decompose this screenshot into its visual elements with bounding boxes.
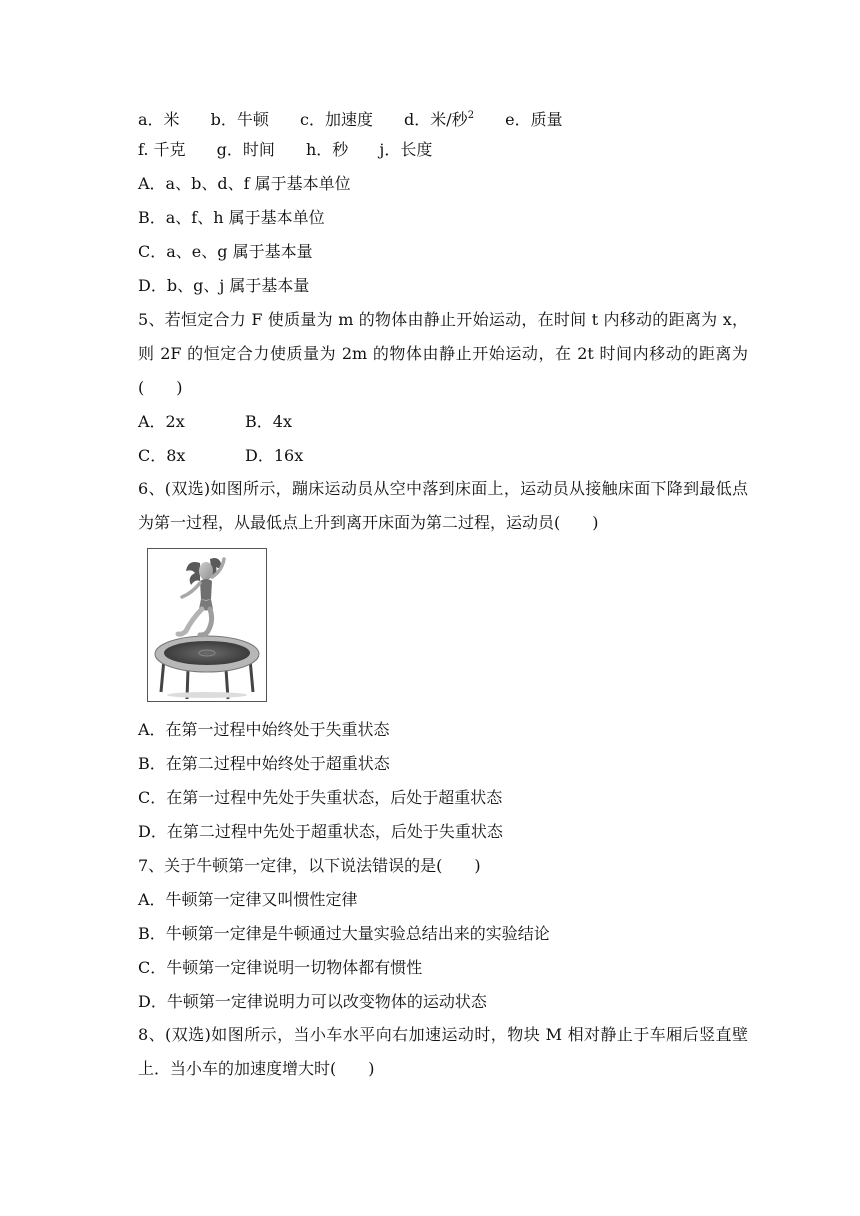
q7-option-b: B．牛顿第一定律是牛顿通过大量实验总结出来的实验结论	[138, 924, 550, 943]
q7-option-c: C．牛顿第一定律说明一切物体都有惯性	[138, 958, 423, 977]
q5-stem: 5、若恒定合力 F 使质量为 m 的物体由静止开始运动，在时间 t 内移动的距离为 x，则 2F 的恒定合力使质量为 2m 的物体由静止开始运动，在 2t 时间内移动的距离为( )	[138, 310, 748, 397]
trampoline-figure	[147, 548, 267, 702]
term-d: d．米/秒$^2$	[404, 110, 475, 129]
term-e: e．质量	[505, 110, 563, 129]
term-d-exponent: 2	[467, 110, 475, 121]
q8-stem: 8、(双选)如图所示，当小车水平向右加速运动时，物块 M 相对静止于车厢后竖直壁上．当小车的加速度增大时( )	[138, 1025, 748, 1078]
term-h: h．秒	[305, 140, 349, 159]
q6-option-a: A．在第一过程中始终处于失重状态	[138, 720, 390, 739]
term-f: f. 千克	[138, 140, 186, 159]
term-g: g．时间	[216, 140, 275, 159]
unit-terms-row-2	[138, 138, 458, 162]
term-j: j．长度	[379, 140, 433, 159]
q5-option-c: C．8x	[138, 446, 186, 465]
q6-option-c: C．在第一过程中先处于失重状态，后处于超重状态	[138, 788, 503, 807]
trampoline-illustration	[148, 549, 266, 701]
q4-option-b: B．a、f、h 属于基本单位	[138, 208, 325, 227]
q6-stem: 6、(双选)如图所示，蹦床运动员从空中落到床面上，运动员从接触床面下降到最低点为第一过程，从最低点上升到离开床面为第二过程，运动员( )	[138, 479, 748, 532]
term-c: c．加速度	[299, 110, 373, 129]
term-b: b．牛顿	[210, 110, 269, 129]
q5-option-a: A．2x	[138, 412, 185, 431]
q7-option-a: A．牛顿第一定律又叫惯性定律	[138, 890, 358, 909]
q6-option-b: B．在第二过程中始终处于超重状态	[138, 754, 390, 773]
q7-option-d: D．牛顿第一定律说明力可以改变物体的运动状态	[138, 992, 487, 1011]
q7-stem: 7、关于牛顿第一定律，以下说法错误的是( )	[138, 856, 481, 875]
q6-option-d: D．在第二过程中先处于超重状态，后处于失重状态	[138, 822, 503, 841]
q5-option-d: D．16x	[245, 446, 304, 465]
term-a: a．米	[138, 110, 180, 129]
q4-option-c: C．a、e、g 属于基本量	[138, 242, 313, 261]
q4-option-a: A．a、b、d、f 属于基本单位	[138, 174, 351, 193]
unit-terms-row-1	[138, 104, 589, 132]
q5-option-b: B．4x	[245, 412, 292, 431]
q4-option-d: D．b、g、j 属于基本量	[138, 276, 310, 295]
